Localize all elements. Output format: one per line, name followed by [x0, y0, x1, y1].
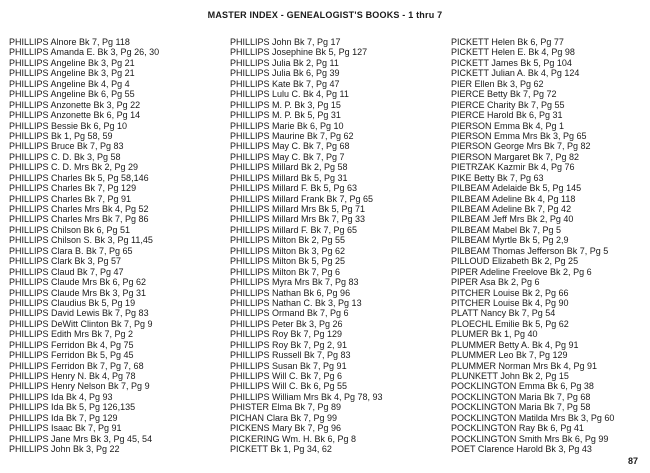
index-entry: PHILLIPS Angeline Bk 4, Pg 4 [9, 78, 130, 89]
index-entry: PIERSON Emma Bk 4, Pg 1 [451, 120, 565, 131]
index-entry: PLUMMER Leo Bk 7, Pg 129 [451, 350, 568, 361]
index-entry: PHILLIPS Clara B. Bk 7, Pg 65 [9, 245, 133, 256]
index-entry: PHILLIPS Jane Mrs Bk 3, Pg 45, 54 [9, 433, 153, 444]
index-entry: PHILLIPS Claude Mrs Bk 3, Pg 31 [9, 287, 147, 298]
index-entry: PIERSON Margaret Bk 7, Pg 82 [451, 151, 580, 162]
index-entry: PLATT Nancy Bk 7, Pg 54 [451, 308, 556, 319]
index-entry: PHILLIPS Millard Bk 5, Pg 31 [230, 172, 348, 183]
index-entry: PHILLIPS Josephine Bk 5, Pg 127 [230, 47, 368, 58]
index-entry: PIERSON George Mrs Bk 7, Pg 82 [451, 141, 591, 152]
index-entry: PICKETT Helen E. Bk 4, Pg 98 [451, 47, 575, 58]
index-entry: POCKLINGTON Smith Mrs Bk 6, Pg 99 [451, 433, 609, 444]
index-column-1 [9, 37, 221, 455]
index-entry: PHILLIPS Charles Bk 5, Pg 58,146 [9, 172, 149, 183]
index-entry: PHILLIPS Millard Mrs Bk 5, Pg 71 [230, 204, 366, 214]
index-entry: PHILLIPS Bruce Bk 7, Pg 83 [9, 141, 124, 152]
index-entry: PHILLIPS Ida Bk 4, Pg 93 [9, 391, 113, 402]
index-entry: PIETRZAK Kazmir Bk 4, Pg 76 [451, 162, 575, 173]
index-entry: PICKENS Mary Bk 7, Pg 96 [230, 423, 342, 434]
index-entry: PHILLIPS Henry N. Bk 4, Pg 78 [9, 371, 136, 381]
index-entry: PHILLIPS William Mrs Bk 4, Pg 78, 93 [230, 391, 383, 402]
index-entry: PHILLIPS Ida Bk 7, Pg 129 [9, 412, 118, 423]
index-entry: PHILLIPS Roy Bk 7, Pg 129 [230, 329, 343, 340]
index-entry: POCKLINGTON Maria Bk 7, Pg 58 [451, 402, 591, 413]
index-entry: PIPER Adeline Freelove Bk 2, Pg 6 [451, 266, 592, 277]
index-entry: POET Clarence Harold Bk 3, Pg 43 [451, 444, 592, 455]
index-entry: PLUMMER Norman Mrs Bk 4, Pg 91 [451, 360, 598, 371]
index-entry: POCKLINGTON Maria Bk 7, Pg 68 [451, 391, 591, 402]
index-entry: PHILLIPS C. D. Bk 3, Pg 58 [9, 151, 121, 162]
index-entry: PHILLIPS Charles Mrs Bk 7, Pg 86 [9, 214, 149, 225]
index-entry: PHILLIPS Milton Bk 7, Pg 6 [230, 266, 341, 277]
index-entry: PHILLIPS Marie Bk 6, Pg 10 [230, 120, 344, 131]
index-entry: PHILLIPS Maurine Bk 7, Pg 62 [230, 130, 354, 141]
index-entry: PHILLIPS Lulu C. Bk 4, Pg 11 [230, 89, 349, 100]
index-entry: PHILLIPS DeWitt Clinton Bk 7, Pg 9 [9, 318, 153, 329]
index-entry: POCKLINGTON Matilda Mrs Bk 3, Pg 60 [451, 412, 615, 423]
index-entry: PHILLIPS Ormand Bk 7, Pg 6 [230, 308, 349, 319]
index-entry: PHILLIPS Chilson S. Bk 3, Pg 11,45 [9, 235, 153, 246]
index-entry: PHILLIPS May C. Bk 7, Pg 68 [230, 141, 350, 152]
index-entry: PILBEAM Adeline Bk 4, Pg 118 [451, 193, 576, 204]
index-entry: PHILLIPS Angeline Bk 6, Pg 55 [9, 89, 135, 100]
index-entry: PILBEAM Mabel Bk 7, Pg 5 [451, 224, 562, 235]
index-entry: PICKETT Bk 1, Pg 34, 62 [230, 444, 332, 455]
index-entry: PLUMER Bk 1, Pg 40 [451, 329, 538, 340]
index-entry: PHILLIPS Alnore Bk 7, Pg 118 [9, 37, 130, 47]
index-entry: PHILLIPS M. P. Bk 5, Pg 31 [230, 110, 341, 121]
index-entry: PHILLIPS Kate Bk 7, Pg 47 [230, 78, 340, 89]
index-entry: PHILLIPS Anzonette Bk 3, Pg 22 [9, 99, 141, 110]
index-entry: PLUNKETT John Bk 2, Pg 15 [451, 371, 569, 381]
index-entry: PIERCE Betty Bk 7, Pg 72 [451, 89, 557, 100]
index-entry: PIKE Betty Bk 7, Pg 63 [451, 172, 544, 183]
index-entry: PIER Ellen Bk 3, Pg 62 [451, 78, 544, 89]
index-column-2 [230, 37, 442, 455]
index-entry: PHILLIPS C. D. Mrs Bk 2, Pg 29 [9, 162, 139, 173]
index-entry: PILBEAM Adelaide Bk 5, Pg 145 [451, 183, 582, 194]
index-entry: PHILLIPS Milton Bk 3, Pg 62 [230, 245, 346, 256]
index-entry: PHILLIPS May C. Bk 7, Pg 7 [230, 151, 345, 162]
index-entry: PHILLIPS Edith Mrs Bk 7, Pg 2 [9, 329, 134, 340]
index-entry: PHILLIPS John Bk 3, Pg 22 [9, 444, 120, 455]
index-entry: PHILLIPS Milton Bk 2, Pg 55 [230, 235, 346, 246]
index-entry: PHILLIPS Charles Bk 7, Pg 129 [9, 183, 137, 194]
index-entry: PHILLIPS Will C. Bk 7, Pg 6 [230, 371, 343, 381]
index-entry: PHILLIPS Ferridon Bk 5, Pg 45 [9, 350, 134, 361]
index-entry: PHILLIPS Millard Mrs Bk 7, Pg 33 [230, 214, 366, 225]
index-entry: PICHAN Clara Bk 7, Pg 99 [230, 412, 338, 423]
index-entry: PHILLIPS Charles Bk 7, Pg 91 [9, 193, 132, 204]
index-entry: PHILLIPS Chilson Bk 6, Pg 51 [9, 224, 131, 235]
index-entry: PICKETT Julian A. Bk 4, Pg 124 [451, 68, 580, 79]
index-entry: POCKLINGTON Emma Bk 6, Pg 38 [451, 381, 594, 392]
index-entry: PICKETT Helen Bk 6, Pg 77 [451, 37, 564, 47]
index-entry: PHILLIPS Angeline Bk 3, Pg 21 [9, 68, 135, 79]
index-entry: PHILLIPS Roy Bk 7, Pg 2, 91 [230, 339, 348, 350]
index-entry: PIERCE Harold Bk 6, Pg 31 [451, 110, 563, 121]
index-entry: PHILLIPS Millard Frank Bk 7, Pg 65 [230, 193, 374, 204]
index-entry: PITCHER Louise Bk 4, Pg 90 [451, 297, 569, 308]
index-entry: PHILLIPS Ferridon Bk 7, Pg 7, 68 [9, 360, 144, 371]
index-entry: PIERCE Charity Bk 7, Pg 55 [451, 99, 565, 110]
index-entry: PHILLIPS Will C. Bk 6, Pg 55 [230, 381, 348, 392]
index-entry: PHILLIPS Milton Bk 5, Pg 25 [230, 256, 346, 267]
index-entry: PIPER Asa Bk 2, Pg 6 [451, 277, 540, 288]
index-entry: PICKETT James Bk 5, Pg 104 [451, 57, 572, 68]
index-entry: PHILLIPS Bessie Bk 6, Pg 10 [9, 120, 128, 131]
index-entry: PHILLIPS Millard F. Bk 5, Pg 63 [230, 183, 358, 194]
page-number: 87 [627, 456, 638, 466]
index-entry: PHILLIPS Bk 1, Pg 58, 59 [9, 130, 113, 141]
index-entry: PHILLIPS Claudius Bk 5, Pg 19 [9, 297, 136, 308]
index-entry: PLUMMER Betty A. Bk 4, Pg 91 [451, 339, 579, 350]
index-entry: PHILLIPS Isaac Bk 7, Pg 91 [9, 423, 122, 434]
index-column-3 [451, 37, 646, 455]
index-entry: PIERSON Emma Mrs Bk 3, Pg 65 [451, 130, 587, 141]
index-entry: PHILLIPS Ferridon Bk 4, Pg 75 [9, 339, 134, 350]
index-entry: PHILLIPS Nathan C. Bk 3, Pg 13 [230, 297, 362, 308]
index-entry: PHILLIPS Susan Bk 7, Pg 91 [230, 360, 347, 371]
index-entry: PILLOUD Elizabeth Bk 2, Pg 25 [451, 256, 579, 267]
index-entry: PHILLIPS David Lewis Bk 7, Pg 83 [9, 308, 149, 319]
index-entry: PHILLIPS Claud Bk 7, Pg 47 [9, 266, 124, 277]
index-entry: POCKLINGTON Ray Bk 6, Pg 41 [451, 423, 584, 434]
index-entry: PHILLIPS Peter Bk 3, Pg 26 [230, 318, 343, 329]
index-entry: PILBEAM Myrtle Bk 5, Pg 2,9 [451, 235, 569, 246]
index-entry: PHILLIPS Julia Bk 6, Pg 39 [230, 68, 340, 79]
index-entry: PHILLIPS Clark Bk 3, Pg 57 [9, 256, 122, 267]
index-entry: PHILLIPS Millard Bk 2, Pg 58 [230, 162, 348, 173]
index-entry: PHILLIPS Claude Mrs Bk 6, Pg 62 [9, 277, 147, 288]
index-entry: PHISTER Elma Bk 7, Pg 89 [230, 402, 342, 413]
index-entry: PHILLIPS John Bk 7, Pg 17 [230, 37, 341, 47]
index-entry: PHILLIPS Ida Bk 5, Pg 126,135 [9, 402, 136, 413]
index-entry: PHILLIPS Amanda E. Bk 3, Pg 26, 30 [9, 47, 160, 58]
index-entry: PHILLIPS Nathan Bk 6, Pg 96 [230, 287, 351, 298]
index-entry: PILBEAM Jeff Mrs Bk 2, Pg 40 [451, 214, 574, 225]
index-entry: PHILLIPS Julia Bk 2, Pg 11 [230, 57, 339, 68]
page-title: MASTER INDEX - GENEALOGIST'S BOOKS - 1 thru 7 [207, 10, 443, 20]
index-entry: PHILLIPS Anzonette Bk 6, Pg 14 [9, 110, 141, 121]
index-entry: PHILLIPS Charles Mrs Bk 4, Pg 52 [9, 204, 149, 214]
index-entry: PICKERING Wm. H. Bk 6, Pg 8 [230, 433, 357, 444]
index-entry: PHILLIPS Myra Mrs Bk 7, Pg 83 [230, 277, 359, 288]
index-entry: PHILLIPS Angeline Bk 3, Pg 21 [9, 57, 135, 68]
index-entry: PITCHER Louise Bk 2, Pg 66 [451, 287, 569, 298]
index-entry: PHILLIPS M. P. Bk 3, Pg 15 [230, 99, 341, 110]
index-entry: PHILLIPS Millard F. Bk 7, Pg 65 [230, 224, 358, 235]
index-entry: PHILLIPS Russell Bk 7, Pg 83 [230, 350, 351, 361]
index-entry: PHILLIPS Henry Nelson Bk 7, Pg 9 [9, 381, 150, 392]
index-entry: PILBEAM Adeline Bk 7, Pg 42 [451, 204, 572, 214]
index-entry: PLOECHL Emilie Bk 5, Pg 62 [451, 318, 569, 329]
index-entry: PILBEAM Thomas Jefferson Bk 7, Pg 5 [451, 245, 609, 256]
